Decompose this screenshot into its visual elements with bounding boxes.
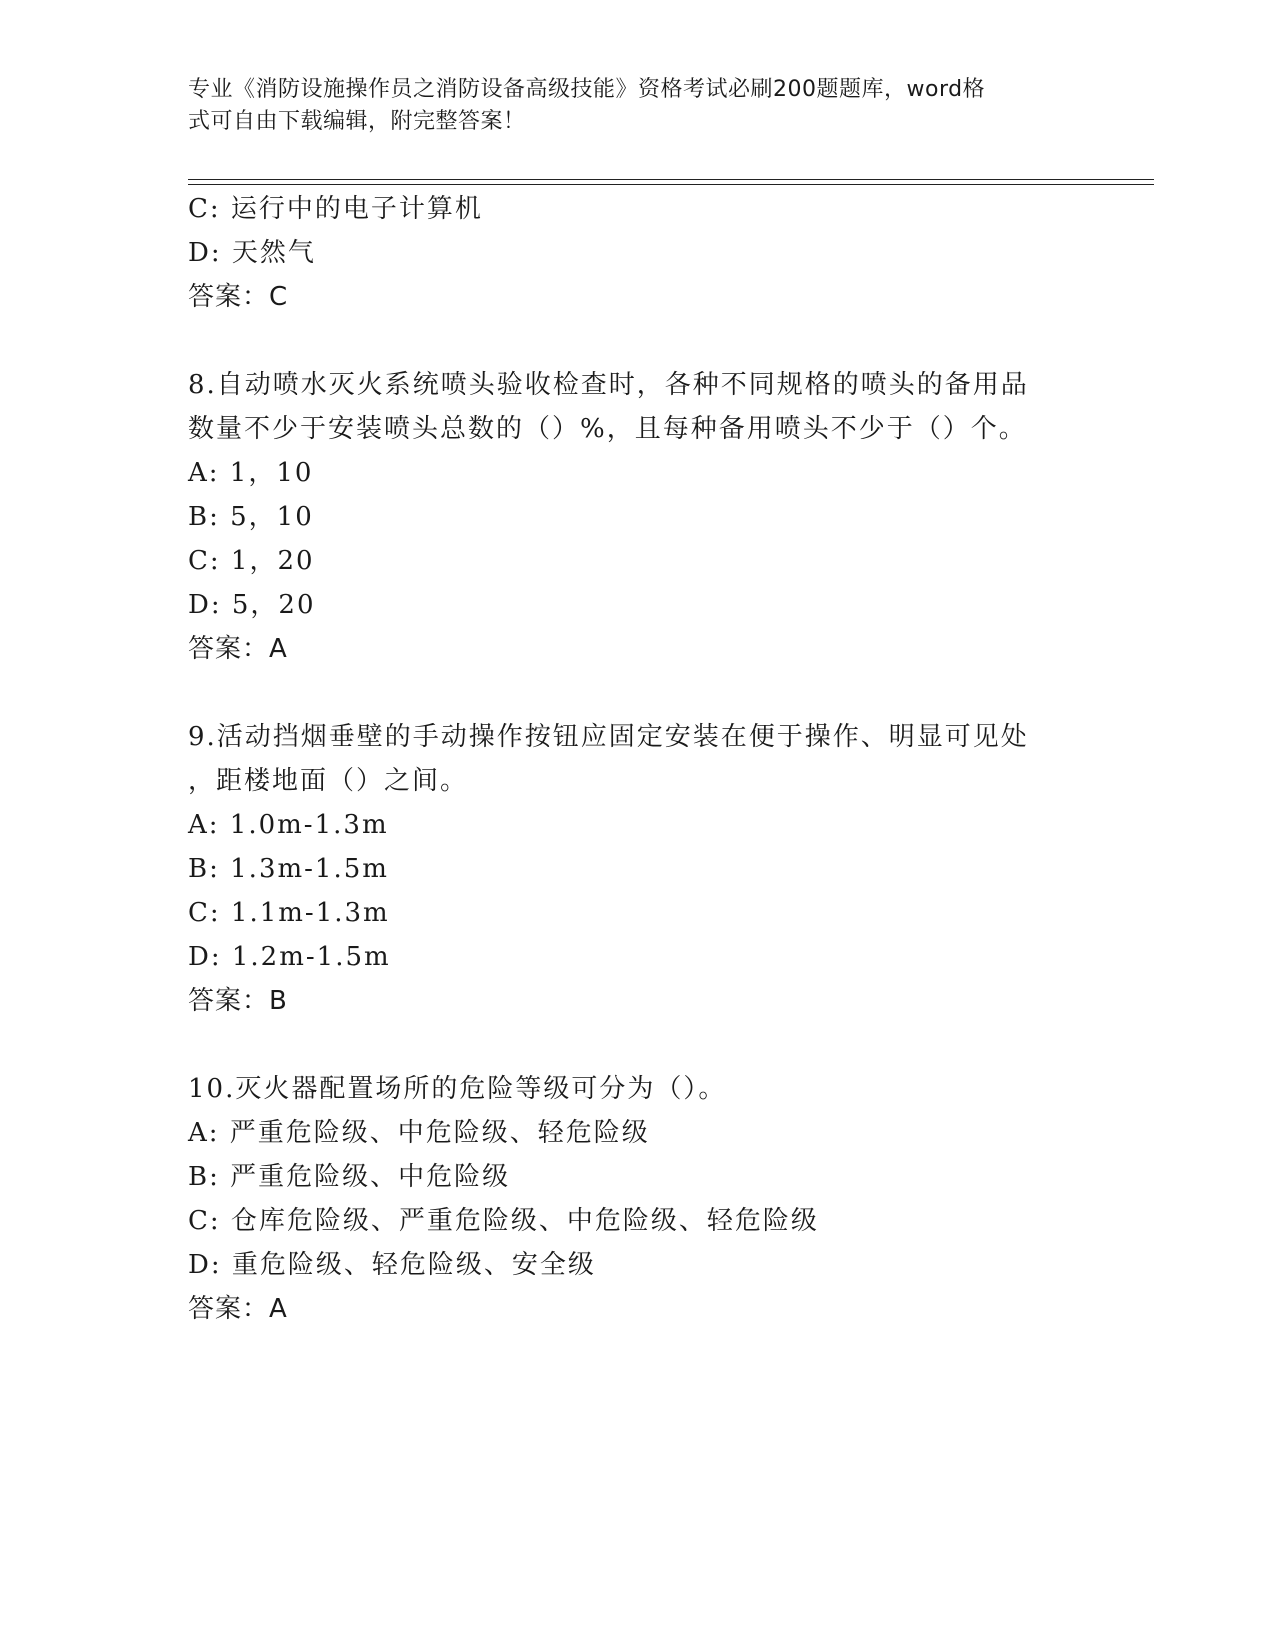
q9-option-c: C: 1.1m-1.3m <box>188 898 390 928</box>
q8-answer: 答案：A <box>188 634 288 664</box>
header-divider-bottom <box>188 184 1154 185</box>
q9-stem-line-1: 9.活动挡烟垂壁的手动操作按钮应固定安装在便于操作、明显可见处 <box>188 722 1029 752</box>
q10-option-d: D: 重危险级、轻危险级、安全级 <box>188 1250 596 1280</box>
q10-answer: 答案：A <box>188 1294 288 1324</box>
q9-answer: 答案：B <box>188 986 288 1016</box>
q9-option-d: D: 1.2m-1.5m <box>188 942 391 972</box>
header-divider-top <box>188 179 1154 180</box>
prev-option-d: D: 天然气 <box>188 238 316 268</box>
q8-stem-line-2: 数量不少于安装喷头总数的（）%，且每种备用喷头不少于（）个。 <box>188 414 1027 444</box>
q9-option-a: A: 1.0m-1.3m <box>188 810 389 840</box>
q10-option-b: B: 严重危险级、中危险级 <box>188 1162 511 1192</box>
q10-option-c: C: 仓库危险级、严重危险级、中危险级、轻危险级 <box>188 1206 819 1236</box>
prev-answer: 答案：C <box>188 282 289 312</box>
q8-option-d: D: 5，20 <box>188 590 316 620</box>
q10-option-a: A: 严重危险级、中危险级、轻危险级 <box>188 1118 650 1148</box>
header-line-1: 专业《消防设施操作员之消防设备高级技能》资格考试必刷200题题库，word格 <box>188 77 986 102</box>
q8-option-b: B: 5，10 <box>188 502 314 532</box>
q10-stem-line-1: 10.灭火器配置场所的危险等级可分为（）。 <box>188 1074 727 1104</box>
q8-option-a: A: 1，10 <box>188 458 314 488</box>
prev-option-c: C: 运行中的电子计算机 <box>188 194 483 224</box>
q9-stem-line-2: ，距楼地面（）之间。 <box>188 766 469 796</box>
document-header <box>188 74 1068 138</box>
q8-option-c: C: 1，20 <box>188 546 315 576</box>
q8-stem-line-1: 8.自动喷水灭火系统喷头验收检查时，各种不同规格的喷头的备用品 <box>188 370 1029 400</box>
header-line-2: 式可自由下载编辑，附完整答案！ <box>188 109 526 134</box>
q9-option-b: B: 1.3m-1.5m <box>188 854 389 884</box>
